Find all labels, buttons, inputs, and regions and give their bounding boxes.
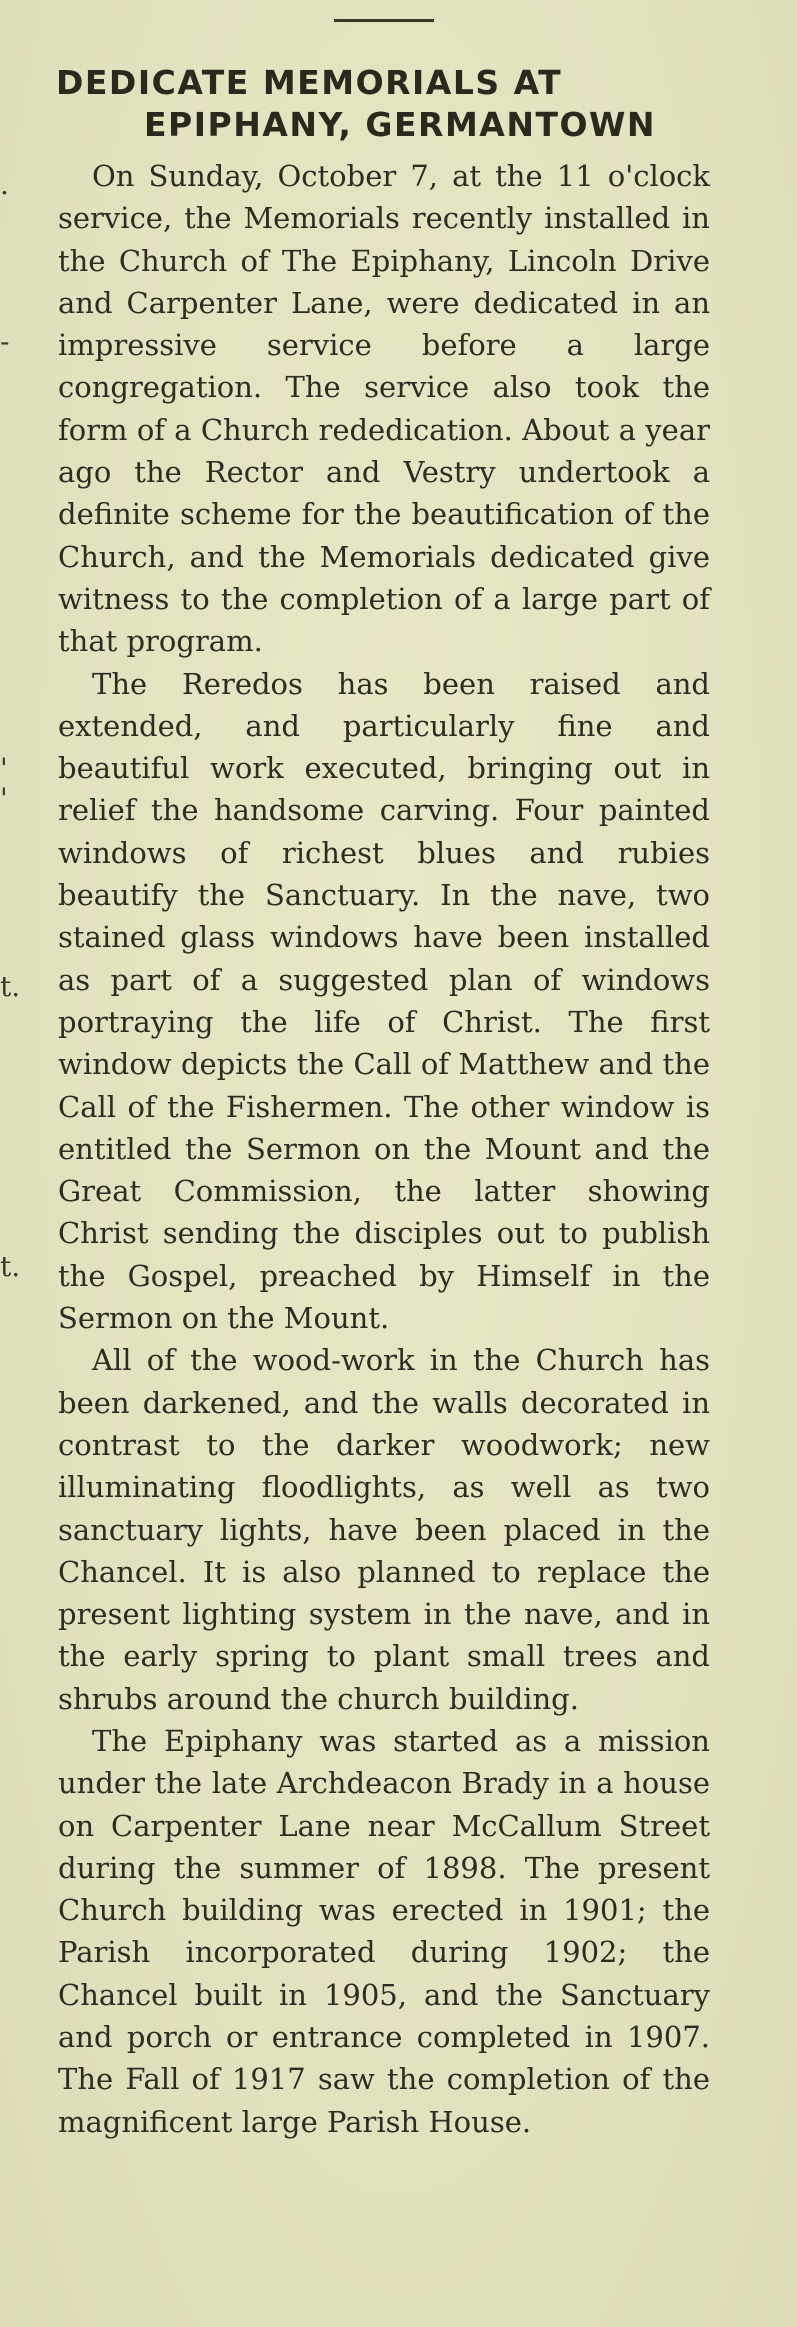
top-divider-rule	[334, 19, 434, 22]
margin-fragment: '	[0, 752, 8, 785]
article-headline	[56, 62, 756, 146]
article-body	[58, 155, 710, 2143]
margin-fragment: -	[0, 325, 10, 358]
margin-fragment: t.	[0, 1250, 21, 1283]
margin-fragment: '	[0, 782, 8, 815]
headline-line-1: DEDICATE MEMORIALS AT	[56, 63, 563, 102]
article-paragraph-4: The Epiphany was started as a mission under the late Archdeacon Brady in a house on Carpenter Lane near McCallum Street during the summer of 1898. The present Church building was erected in 1901; the Parish incorporated during 1902; the Chancel built in 1905, and the Sanctuary and porch or entrance completed in 1907. The Fall of 1917 saw the completion of the magnificent large Parish House.	[58, 1723, 710, 2139]
headline-line-2: EPIPHANY, GERMANTOWN	[144, 105, 657, 144]
article-paragraph-1: On Sunday, October 7, at the 11 o'clock service, the Memorials recently installed in the Church of The Epiphany, Lincoln Drive and Carpenter Lane, were dedicated in an impressive service before a large congregation. The service also took the form of a Church rededication. About a year ago the Rector and Vestry undertook a definite scheme for the beautification of the Church, and the Memorials dedicated give witness to the completion of a large part of that program.	[58, 159, 710, 659]
article-paragraph-3: All of the wood-work in the Church has been darkened, and the walls decorated in contrast to the darker woodwork; new illuminating floodlights, as well as two sanctuary lights, have been placed in the Chancel. It is also planned to replace the present lighting system in the nave, and in the early spring to plant small trees and shrubs around the church building.	[58, 1343, 710, 1716]
margin-fragment: t.	[0, 970, 21, 1003]
article-paragraph-2: The Reredos has been raised and extended, and particularly fine and beautiful work executed, bringing out in relief the handsome carving. Four painted windows of richest blues and rubies beautify the Sanctuary. In the nave, two stained glass windows have been installed as part of a suggested plan of windows portraying the life of Christ. The first window depicts the Call of Matthew and the Call of the Fishermen. The other window is entitled the Sermon on the Mount and the Great Commission, the latter showing Christ sending the disciples out to publish the Gospel, preached by Himself in the Sermon on the Mount.	[58, 666, 710, 1336]
margin-fragment: .	[0, 168, 9, 201]
